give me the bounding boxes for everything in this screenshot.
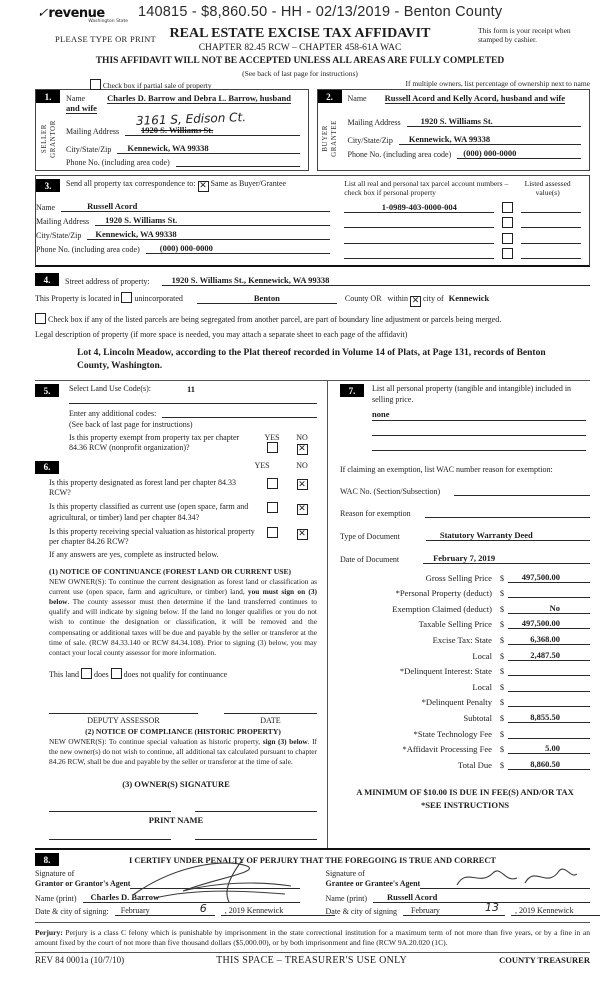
city-checkbox[interactable] [410,296,421,307]
form-title: REAL ESTATE EXCISE TAX AFFIDAVIT [169,26,431,41]
logo-check-icon: ✓ [35,6,51,21]
money-row-gross [340,572,590,583]
rev-number: REV 84 0001a (10/7/10) [35,954,125,965]
q1-no-checkbox[interactable] [297,479,308,490]
corr-city-label: City/State/Zip [36,231,82,240]
money-value[interactable]: 8,855.50 [508,712,590,723]
seller-name-value[interactable]: Charles D. Barrow and Debra L. Barrow, husband and wife [66,93,291,113]
grantor-name-row [35,892,300,903]
reason-value[interactable] [425,508,590,518]
deputy-assessor-label[interactable]: DEPUTY ASSESSOR [49,713,198,725]
land-use-row [35,384,317,397]
section-5-number: 5. [35,384,59,397]
reason-label: Reason for exemption [340,508,411,518]
money-label: *State Technology Fee [413,728,492,739]
parties-row [35,89,590,171]
seller-mailing-label: Mailing Address [66,127,120,136]
segregated-label: Check box if any of the listed parcels are being segregated from another parcel, are part of boundary line adjustment or parcels being merged. [48,314,502,324]
parcel-number-value[interactable] [344,218,494,228]
buyer-phone-label: Phone No. (including area code) [347,150,452,159]
q2-yes-checkbox[interactable] [267,502,278,513]
partial-sale-checkbox[interactable] [90,79,101,90]
assessed-value-line[interactable] [521,218,581,228]
partial-sale-label: Check box if partial sale of property [102,81,212,90]
notice-compliance [49,727,317,768]
exempt-question-row [69,433,317,455]
additional-codes-value[interactable] [162,408,317,418]
grantor-signature-row [35,869,300,889]
personal-property-line[interactable] [372,424,586,436]
left-column [35,381,328,848]
legal-description-value: Lot 4, Lincoln Meadow, according to the Plat thereof recorded in Volume 14 of Plats, at Page 131, records of Benton County, Washington. [77,347,546,372]
money-row-personal [340,587,590,598]
money-row-exemption [340,603,590,614]
additional-codes-row [69,408,317,418]
perjury-label: Perjury: [35,928,63,938]
treasurer-space-label: THIS SPACE – TREASURER'S USE ONLY [216,954,408,966]
dollar-sign: $ [500,713,504,723]
revenue-wordmark: ✓revenue [35,6,105,21]
dollar-sign: $ [500,604,504,614]
street-address-label: Street address of property: [65,277,150,286]
money-value[interactable] [508,728,590,739]
money-value[interactable]: 497,500.00 [508,572,590,583]
dollar-sign: $ [500,620,504,630]
buyer-fields [342,90,590,170]
seller-name-row [66,93,300,113]
q1-yes-checkbox[interactable] [267,478,278,489]
section-2-number: 2. [318,90,342,103]
corr-mailing-row [36,215,330,226]
correspondence-text [66,179,286,192]
warning-line: THIS AFFIDAVIT WILL NOT BE ACCEPTED UNLESS ALL AREAS ARE FULLY COMPLETED [95,56,505,66]
money-row-delinq-local [340,681,590,692]
dollar-sign: $ [500,573,504,583]
seller-city-row [66,143,300,154]
section-8-number: 8. [35,853,59,866]
grantor-sig-label: Signature of Grantor or Grantor's Agent [35,869,131,889]
money-row-subtotal [340,712,590,723]
money-label: Subtotal [463,712,492,723]
type-value[interactable]: Statutory Warranty Deed [426,530,590,541]
claim-exemption-label: If claiming an exemption, list WAC number reason for exemption: [340,464,553,474]
money-label: Excise Tax: State [432,635,492,645]
personal-property-row [340,384,590,406]
located-in-row [35,292,590,307]
money-label: Local [472,650,492,661]
same-as-buyer-label: Same as Buyer/Grantee [210,179,287,188]
grantee-name-value[interactable]: Russell Acord [373,892,590,903]
seller-phone-value[interactable] [176,157,300,167]
forest-land-question [49,478,317,499]
grantee-signature-row [326,869,591,889]
city-of-label: city of [423,294,444,303]
seller-label: SELLER [39,123,48,154]
unincorporated-label: unincorporated [134,294,183,303]
seller-mailing-row [66,110,300,136]
wac-value[interactable] [454,486,590,496]
corr-mailing-value[interactable]: 1920 S. Williams St. [95,215,330,226]
grantor-month[interactable]: February 6 [115,906,215,916]
buyer-phone-row [348,148,582,159]
section-4-number: 4. [35,273,59,286]
question-text: Is this property designated as forest land per chapter 84.33 RCW? [49,477,237,497]
form-footer [35,955,590,966]
personal-property-checkbox[interactable] [502,217,513,228]
corr-city-value[interactable]: Kennewick, WA 99338 [87,229,330,240]
segregated-checkbox[interactable] [35,313,46,324]
personal-property-label: List all personal property (tangible and intangible) included in selling price. [372,384,572,404]
grantor-signature-block [35,869,300,916]
money-label: *Delinquent Interest: State [399,666,492,677]
located-pre: This Property is located in [35,294,120,303]
historical-question [49,527,317,548]
money-value[interactable]: 497,500.00 [508,618,590,629]
section-1-number: 1. [36,90,60,103]
owner-signature-line [195,811,317,812]
tax-correspondence-box [35,175,590,267]
personal-property-checkbox[interactable] [502,233,513,244]
grantee-name-label: Name (print) [325,894,368,904]
seller-mailing-value[interactable]: 1920 S. Williams St. [125,125,229,136]
print-name-line [49,839,171,840]
seller-fields [60,90,308,170]
section-3-number: 3. [36,179,60,192]
parcel-headers [344,179,581,197]
corr-name-row [36,201,330,212]
notice1-body: NEW OWNER(S): To continue the current designation as forest land or classification as current use (open space, farm and agriculture, or timber) land, [49,577,317,597]
money-value[interactable]: 8,860.50 [508,759,590,770]
dept-of-revenue-logo [35,6,128,24]
money-value[interactable]: 5.00 [508,743,590,754]
date-of-document-row [340,553,590,564]
q3-no-checkbox[interactable] [297,529,308,540]
money-label: Total Due [457,759,492,770]
assessed-values-header: Listed assessed value(s) [524,179,571,197]
county-or-label: County OR [344,294,382,303]
land-use-label: Select Land Use Code(s): [69,384,151,394]
if-any-note: If any answers are yes, complete as instructed below. [49,549,219,559]
owners-signature-label: (3) OWNER(S) SIGNATURE [122,779,230,790]
logo-subtext: Washington State [88,19,128,24]
seller-mailing-line[interactable] [229,126,299,136]
unincorporated-checkbox[interactable] [121,292,132,303]
land-use-line[interactable] [69,403,317,404]
notice2-body: NEW OWNER(S): To continue special valuation as historic property, [49,737,263,746]
no-header: NO [296,433,308,443]
money-value[interactable] [508,696,590,707]
grantee-signature-line[interactable] [420,879,590,889]
exempt-question: Is this property exempt from property tax per chapter 84.36 RCW (nonprofit organization)? [69,433,240,453]
question-text: Is this property classified as current use (open space, farm and agricultural, or timber) land per chapter 84.34? [49,502,249,522]
buyer-box [317,89,591,171]
notice1-title: (1) NOTICE OF CONTINUANCE (FOREST LAND OR CURRENT USE) [49,566,292,576]
money-value[interactable] [508,665,590,676]
dollar-sign: $ [500,698,504,708]
print-name-lines[interactable] [49,839,317,840]
receipt-note: This form is your receipt when stamped by cashier. [478,26,571,45]
seller-side-labels [40,103,57,170]
assessed-value-line[interactable] [521,203,581,213]
seller-city-label: City/State/Zip [66,145,112,154]
mid-columns [35,380,590,850]
send-correspondence-label: Send all property tax correspondence to: [66,179,196,188]
money-value[interactable]: No [508,603,590,614]
dollar-sign: $ [500,760,504,770]
see-back-note: (See back of last page for instructions) [242,69,358,78]
money-row-delinq-state [340,665,590,676]
money-label: *Affidavit Processing Fee [402,744,492,755]
personal-property-line[interactable] [372,439,586,451]
no-header: NO [296,460,308,470]
corr-name-label: Name [36,203,56,212]
grantee-day-handwritten: 13 [485,901,500,915]
print-name-line [195,839,317,840]
notice2-bold: sign (3) below [262,737,308,746]
within-label: within [387,294,408,303]
seller-name-label: Name [66,94,86,103]
money-row-excise-state [340,634,590,645]
legal-description-label: Legal description of property (if more space is needed, you may attach a separate sheet to each page of the affidavit) [35,329,408,339]
seller-city-value[interactable]: Kennewick, WA 99338 [117,143,299,154]
dollar-sign: $ [500,729,504,739]
yes-header: YES [254,460,270,470]
dollar-sign: $ [500,651,504,661]
wac-label: WAC No. (Section/Subsection) [340,486,441,496]
parcel-number-value[interactable] [344,234,494,244]
treasurer-stamp: 140815 - $8,860.50 - HH - 02/13/2019 - Benton County [138,4,503,20]
perjury-text: Perjury is a class C felony which is punishable by imprisonment in the state correctional institution for a maximum term of not more than five years, or by a fine in an amount fixed by the court of not more than five thousand dollars ($5,000.00), or by both imprisonment and fine (RCW 9A.20.020 (1C). [35,928,590,948]
grantee-month[interactable]: February 13 [403,906,505,916]
reason-row [340,508,590,518]
wac-row [340,486,590,496]
notice1-body-post: . The county assessor must then determine if the land transferred continues to qualify and will indicate by signing below. If the land no longer qualifies or you do not wish to continue the designation or classification, it will be removed and the compensating or additional taxes will be due and payable by the seller or transferor at the time of sale. (RCW 84.33.140 or RCW 84.34.108). Prior to signing (3) below, you may contact your local county assessor for more information. [49,597,317,657]
does-checkbox[interactable] [81,668,92,679]
grantor-day-handwritten: 6 [199,902,207,916]
buyer-side-labels [321,103,338,170]
grantor-signature-line[interactable] [130,879,299,889]
certification-section [35,853,590,923]
dollar-sign: $ [500,589,504,599]
section6-header [35,461,317,474]
does-label: does [94,669,109,679]
segregated-row [35,313,590,324]
type-label: Type of Document [340,531,400,541]
does-not-label: does not qualify for continuance [123,669,228,679]
perjury-note [35,928,590,953]
owner-signature-lines[interactable] [49,811,317,812]
corr-name-value[interactable]: Russell Acord [61,201,330,212]
corr-city-row [36,229,330,240]
money-row-total [340,759,590,770]
money-label: Gross Selling Price [425,572,492,583]
grantor-date-row [35,902,300,917]
city-value[interactable]: Kennewick [448,293,490,303]
money-value[interactable]: 2,487.50 [508,650,590,661]
partial-sale-option [35,79,212,90]
owner-signature-line [49,811,171,812]
continuance-line [49,668,317,679]
parcel-numbers-header: List all real and personal tax parcel account numbers – check box if personal property [344,179,509,197]
money-label: *Personal Property (deduct) [395,588,492,599]
notice2-body-post: . If the new owner(s) do not wish to continue, all additional tax calculated pursuant to chapter 84.26 RCW, shall be due and payable by the seller or transferor at the time of sale. [49,737,318,767]
minimum-line1: A MINIMUM OF $10.00 IS DUE IN FEE(S) AND/OR TAX [356,786,574,797]
assessed-value-line[interactable] [521,249,581,259]
additional-codes-label: Enter any additional codes: [69,409,157,419]
grantee-sig-label: Signature of Grantee or Grantee's Agent [325,869,421,889]
doc-date-label: Date of Document [340,554,400,564]
money-value[interactable] [508,587,590,598]
parcel-list [330,179,581,259]
seller-box [35,89,309,171]
exempt-yes-col [257,433,287,453]
buyer-mailing-row [348,116,582,127]
multiple-owners-note: If multiple owners, list percentage of ownership next to name [405,79,590,88]
money-value[interactable]: 6,368.00 [508,634,590,645]
does-not-checkbox[interactable] [111,668,122,679]
exempt-yes-checkbox[interactable] [267,442,278,453]
signatures-row [35,869,590,916]
handwritten-address: 3161 S, Edison Ct. [135,110,247,128]
parcel-row [344,248,581,259]
print-name-label: PRINT NAME [148,815,204,826]
buyer-mailing-value[interactable]: 1920 S. Williams St. [407,116,581,127]
grantor-name-label: Name (print) [35,894,77,904]
question-text: Is this property receiving special valuation as historical property per chapter 84.26 RCW? [49,527,255,547]
parcel-row [344,217,581,228]
money-row-excise-local [340,650,590,661]
grantee-signature-block [326,869,591,916]
grantor-label: GRANTOR [48,119,57,158]
buyer-phone-value[interactable]: (000) 000-0000 [457,148,581,159]
money-row-taxable [340,618,590,629]
street-address-value[interactable]: 1920 S. Williams St., Kennewick, WA 99338 [162,275,590,286]
buyer-mailing-label: Mailing Address [347,118,401,127]
this-land-label: This land [49,669,79,679]
notice1-bold: you must sign on (3) below [49,587,317,607]
grantor-year-city[interactable]: , 2019 Kennewick [221,906,335,916]
current-use-question [49,502,317,523]
same-as-buyer-checkbox[interactable] [198,181,209,192]
form-chapter: CHAPTER 82.45 RCW – CHAPTER 458-61A WAC [198,43,402,53]
money-row-tech-fee [340,728,590,739]
certify-statement: I CERTIFY UNDER PENALTY OF PERJURY THAT THE FOREGOING IS TRUE AND CORRECT [128,856,497,866]
exempt-no-checkbox[interactable] [297,444,308,455]
exempt-no-col [287,433,317,455]
minimum-line2: *SEE INSTRUCTIONS [420,799,510,810]
money-row-penalty [340,696,590,707]
grantor-name-value[interactable]: Charles D. Barrow [83,892,300,903]
county-value[interactable]: Benton [197,293,337,304]
section-7-number: 7. [340,384,364,397]
buyer-name-label: Name [347,94,367,103]
parcel-row [344,233,581,244]
notice2-title: (2) NOTICE OF COMPLIANCE (HISTORIC PROPERTY) [85,726,281,736]
grantor-date-label: Date & city of signing: [35,907,109,917]
buyer-strip [318,90,342,170]
money-label: Taxable Selling Price [418,619,492,630]
personal-property-value[interactable]: none [372,409,586,421]
right-column [328,381,590,848]
personal-property-checkbox[interactable] [502,248,513,259]
personal-property-lines [372,409,586,451]
buyer-name-row [348,93,582,103]
grantee-label: GRANTEE [330,120,338,157]
dollar-sign: $ [500,667,504,677]
seller-phone-label: Phone No. (including area code) [66,158,170,167]
grantee-name-row [326,892,591,903]
money-row-affidavit-fee [340,743,590,754]
money-label: Exemption Claimed (deduct) [392,603,492,614]
minimum-note [340,786,590,812]
q2-no-checkbox[interactable] [297,504,308,515]
dollar-sign: $ [500,745,504,755]
buyer-city-value[interactable]: Kennewick, WA 99338 [399,134,581,145]
buyer-city-row [348,134,582,145]
seller-phone-row [66,157,300,167]
street-address-row [35,273,590,286]
corr-phone-value[interactable]: (000) 000-0000 [146,243,331,254]
correspondence-fields [36,179,330,259]
corr-mailing-label: Mailing Address [36,217,90,226]
yes-header: YES [264,433,280,443]
grantee-year-city[interactable]: , 2019 Kennewick [511,906,600,916]
grantee-date-label: Date & city of signing [325,907,398,917]
money-value[interactable] [508,681,590,692]
land-use-value[interactable]: 11 [186,384,196,395]
partial-sale-row [35,79,590,90]
doc-date-value[interactable]: February 7, 2019 [423,553,590,564]
money-label: Local [472,681,492,692]
buyer-name-value[interactable]: Russell Acord and Kelly Acord, husband and wife [384,93,566,103]
type-of-document-row [340,530,590,541]
buyer-label: BUYER [321,125,329,152]
money-label: *Delinquent Penalty [421,697,492,708]
parcel-row [344,202,581,213]
dollar-sign: $ [500,636,504,645]
assessed-value-line[interactable] [521,234,581,244]
corr-phone-row [36,243,330,254]
parcel-number-value[interactable] [344,249,494,259]
seller-strip [36,90,60,170]
buyer-city-label: City/State/Zip [347,136,393,145]
date-label[interactable]: DATE [224,713,317,725]
parcel-number-value[interactable]: 1-0989-403-0000-004 [344,202,494,213]
correspondence-intro [36,179,330,192]
money-table [340,572,590,770]
see-back-instructions: (See back of last page for instructions) [69,420,193,430]
dollar-sign: $ [500,682,504,692]
notice-continuance [49,567,317,658]
form-header [0,0,600,88]
section-6-number: 6. [35,461,59,474]
q3-yes-checkbox[interactable] [267,527,278,538]
personal-property-checkbox[interactable] [502,202,513,213]
please-type-label: PLEASE TYPE OR PRINT [55,34,157,44]
county-treasurer-label: COUNTY TREASURER [499,954,590,965]
deputy-assessor-row [49,713,317,725]
grantee-date-row [325,901,591,917]
corr-phone-label: Phone No. (including area code) [36,245,140,254]
